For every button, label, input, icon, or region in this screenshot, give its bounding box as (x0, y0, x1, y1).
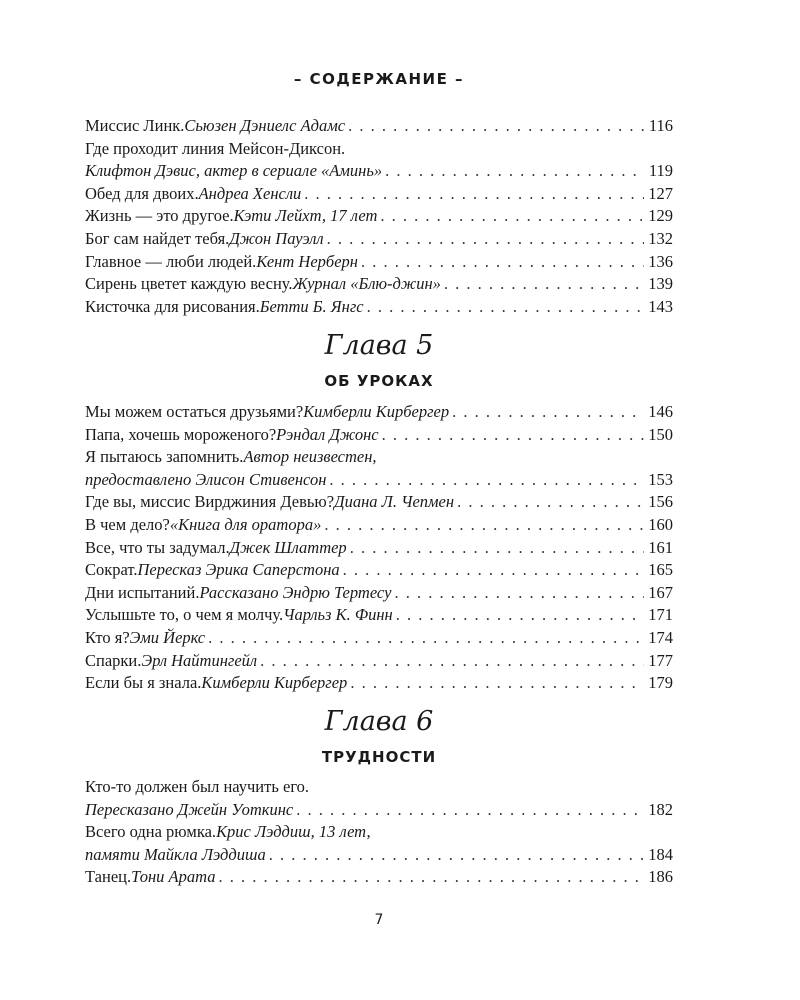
story-title: Бог сам найдет тебя. (85, 229, 230, 248)
story-author: Крис Лэддиш, 13 лет, (216, 822, 371, 842)
toc-entry-line (85, 514, 673, 537)
story-author: Тони Арата (131, 867, 216, 887)
story-author: Бетти Б. Янгс (259, 296, 364, 316)
toc-entry[interactable] (85, 821, 673, 866)
story-author: предоставлено Элисон Стивенсон (85, 469, 327, 489)
toc-entry-line (85, 469, 673, 492)
page-ref: 153 (648, 469, 673, 489)
story-title: Я пытаюсь запомнить. (85, 447, 244, 467)
dot-leader (367, 296, 645, 319)
dot-leader (380, 205, 644, 228)
story-author: Автор неизвестен, (243, 447, 377, 467)
story-author: Рэндал Джонс (276, 424, 379, 444)
dot-leader (324, 514, 644, 537)
toc-entry-line (85, 799, 673, 822)
dot-leader (444, 273, 644, 296)
toc-entry-line (85, 251, 673, 274)
dot-leader (452, 401, 644, 424)
page-ref: 119 (648, 161, 673, 181)
story-title: Мы можем остаться друзьями? (85, 402, 304, 421)
chapter-6-title: Глава 6 (324, 706, 434, 737)
story-title: Папа, хочешь мороженого? (85, 424, 277, 444)
dot-leader (350, 672, 644, 695)
toc-entry-line (85, 424, 673, 447)
story-title: Сирень цветет каждую весну. (85, 274, 293, 294)
story-title: Жизнь — это другое. (85, 206, 234, 226)
page-ref: 186 (648, 867, 673, 887)
toc-entry[interactable] (85, 582, 673, 605)
story-author: Пересказано Джейн Уоткинс (85, 799, 294, 819)
dot-leader (343, 559, 645, 582)
story-title: Где вы, миссис Вирджиния Девью? (85, 492, 335, 512)
toc-entry[interactable] (85, 776, 673, 821)
dot-leader (327, 228, 645, 251)
chapter-5-subtitle: ОБ УРОКАХ (324, 372, 434, 390)
chapter-5-title: Глава 5 (324, 330, 434, 361)
toc-entry-line (85, 115, 673, 138)
page-ref: 171 (648, 605, 673, 625)
story-author: Андреа Хенсли (198, 183, 302, 203)
toc-entry[interactable] (85, 296, 673, 319)
dot-leader (269, 844, 645, 867)
story-title: Где проходит линия Мейсон-Диксон. (85, 138, 346, 158)
toc-entry-line (85, 205, 673, 228)
toc-entry-line (85, 604, 673, 627)
dot-leader (361, 251, 644, 274)
story-title: Миссис Линк. (85, 116, 185, 135)
story-title: Кто-то должен был научить его. (85, 777, 310, 796)
story-author: Эми Йеркс (129, 628, 206, 647)
toc-entry-line (85, 138, 673, 161)
dot-leader (394, 582, 644, 605)
toc-entry[interactable] (85, 672, 673, 695)
story-author: памяти Майкла Лэддиша (85, 844, 266, 864)
toc-entry-line (85, 776, 673, 799)
story-title: Все, что ты задумал. (85, 537, 230, 557)
toc-entry[interactable] (85, 866, 673, 889)
toc-entry[interactable] (85, 424, 673, 447)
toc-entry-line (85, 491, 673, 514)
toc-entry[interactable] (85, 650, 673, 673)
dot-leader (296, 799, 644, 822)
story-author: Эрл Найтингейл (141, 650, 258, 670)
toc-entry-line (85, 821, 673, 844)
page-ref: 165 (648, 560, 673, 580)
story-author: Клифтон Дэвис, актер в сериале «Аминь» (85, 161, 383, 181)
story-title: Кисточка для рисования. (85, 296, 260, 316)
story-title: Дни испытаний. (85, 582, 200, 602)
toc-entry-line (85, 650, 673, 673)
story-title: Всего одна рюмка. (85, 822, 217, 842)
page-ref: 150 (648, 424, 673, 444)
page-ref: 167 (648, 582, 673, 602)
page-ref: 174 (648, 628, 673, 647)
toc-entry-line (85, 537, 673, 560)
dot-leader (348, 115, 645, 138)
story-title: Обед для двоих. (85, 183, 199, 203)
toc-entry[interactable] (85, 559, 673, 582)
toc-entry[interactable] (85, 138, 673, 183)
story-author: Кент Нерберн (256, 251, 358, 271)
story-author: Кимберли Кирбергер (201, 673, 348, 693)
toc-entry-line (85, 559, 673, 582)
story-author: Джон Пауэлл (229, 229, 324, 248)
toc-entry[interactable] (85, 627, 673, 650)
story-author: «Книга для оратора» (169, 515, 322, 534)
toc-entry-line (85, 672, 673, 695)
story-title: Услышьте то, о чем я молчу. (85, 605, 284, 625)
dot-leader (382, 424, 645, 447)
page-ref: 139 (648, 274, 673, 294)
page-ref: 146 (648, 402, 673, 421)
toc-entry-line (85, 446, 673, 469)
dot-leader (304, 183, 644, 206)
page-ref: 160 (648, 515, 673, 534)
toc-entry[interactable] (85, 401, 673, 424)
dot-leader (350, 537, 645, 560)
toc-entry-line (85, 183, 673, 206)
dot-leader (396, 604, 645, 627)
story-title: Сократ. (85, 560, 138, 580)
toc-entry[interactable] (85, 115, 673, 138)
story-author: Сьюзен Дэниелс Адамс (184, 116, 346, 135)
toc-entry-line (85, 627, 673, 650)
story-author: Рассказано Эндрю Тертесу (199, 582, 392, 602)
page-number: 7 (374, 912, 384, 928)
toc-entry-line (85, 582, 673, 605)
dot-leader (208, 627, 644, 650)
story-title: Если бы я знала. (85, 673, 202, 693)
story-title: Кто я? (85, 628, 130, 647)
page-ref: 184 (648, 844, 673, 864)
toc-entry-line (85, 866, 673, 889)
page-ref: 177 (648, 650, 673, 670)
page-ref: 136 (648, 251, 673, 271)
story-title: В чем дело? (85, 515, 170, 534)
page-ref: 116 (648, 116, 673, 135)
toc-entry[interactable] (85, 537, 673, 560)
story-author: Диана Л. Чепмен (334, 492, 455, 512)
dot-leader (457, 491, 644, 514)
toc-entry[interactable] (85, 205, 673, 228)
toc-entry-line (85, 844, 673, 867)
story-author: Джек Шлаттер (229, 537, 347, 557)
toc-entry[interactable] (85, 514, 673, 537)
toc-entry-line (85, 228, 673, 251)
page-ref: 156 (648, 492, 673, 512)
story-title: Танец. (85, 867, 132, 887)
toc-entry[interactable] (85, 604, 673, 627)
contents-header: – СОДЕРЖАНИЕ – (293, 70, 465, 88)
toc-entry[interactable] (85, 273, 673, 296)
dot-leader (260, 650, 644, 673)
story-author: Чарльз К. Финн (283, 605, 393, 625)
story-title: Спарки. (85, 650, 142, 670)
toc-entry-line (85, 273, 673, 296)
story-author: Пересказ Эрика Саперстона (137, 560, 340, 580)
toc-entry[interactable] (85, 183, 673, 206)
chapter-6-subtitle: ТРУДНОСТИ (321, 748, 437, 766)
dot-leader (385, 160, 645, 183)
toc-entry-line (85, 401, 673, 424)
toc-entry[interactable] (85, 491, 673, 514)
story-title: Главное — люби людей. (85, 251, 257, 271)
page-ref: 127 (648, 183, 673, 203)
toc-entry[interactable] (85, 251, 673, 274)
page-ref: 129 (648, 206, 673, 226)
page-ref: 132 (648, 229, 673, 248)
page-ref: 161 (648, 537, 673, 557)
page-ref: 143 (648, 296, 673, 316)
page-ref: 182 (648, 799, 673, 819)
toc-entry[interactable] (85, 228, 673, 251)
toc-entry[interactable] (85, 446, 673, 491)
story-author: Журнал «Блю-джин» (292, 274, 441, 294)
dot-leader (218, 866, 644, 889)
dot-leader (329, 469, 644, 492)
page-ref: 179 (648, 673, 673, 693)
toc-entry-line (85, 296, 673, 319)
toc-entry-line (85, 160, 673, 183)
story-author: Кимберли Кирбергер (303, 402, 450, 421)
story-author: Кэти Лейхт, 17 лет (233, 206, 378, 226)
